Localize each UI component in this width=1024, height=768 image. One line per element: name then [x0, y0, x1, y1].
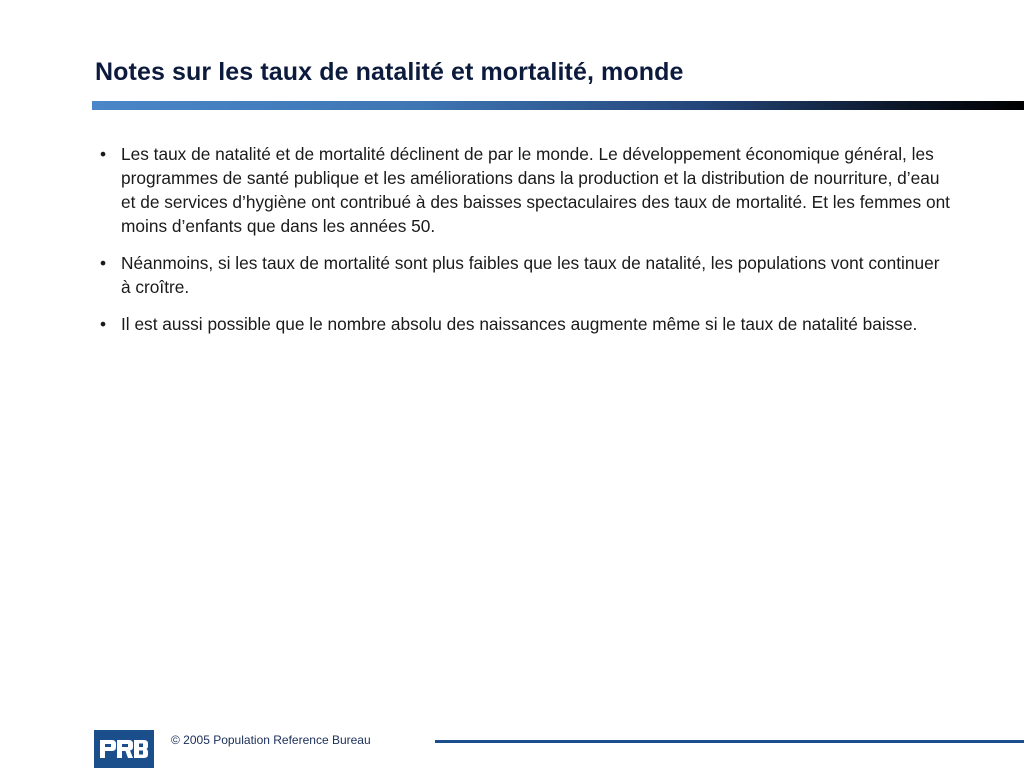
footer-copyright: © 2005 Population Reference Bureau	[171, 733, 371, 747]
bullet-list	[100, 142, 950, 349]
footer-rule	[435, 740, 1024, 743]
slide-title: Notes sur les taux de natalité et mortalité, monde	[95, 58, 684, 86]
bullet-text: Les taux de natalité et de mortalité déclinent de par le monde. Le développement économique général, les programmes de santé publique et les améliorations dans la production et la distribution de nourriture, d’eau et de services d’hygiène ont contribué à des baisses spectaculaires des taux de mortalité. Et les femmes ont moins d’enfants que dans les années 50.	[121, 144, 950, 236]
prb-logo	[94, 730, 154, 768]
title-underline-rule	[92, 101, 1024, 110]
bullet-item	[100, 142, 950, 238]
prb-logo-icon	[98, 738, 150, 760]
bullet-dot: •	[100, 253, 107, 273]
bullet-text: Néanmoins, si les taux de mortalité sont plus faibles que les taux de natalité, les populations vont continuer à croître.	[121, 253, 940, 297]
bullet-item	[100, 251, 950, 299]
bullet-text: Il est aussi possible que le nombre absolu des naissances augmente même si le taux de natalité baisse.	[121, 314, 918, 334]
bullet-dot: •	[100, 314, 107, 334]
bullet-item	[100, 312, 950, 336]
bullet-dot: •	[100, 144, 107, 164]
